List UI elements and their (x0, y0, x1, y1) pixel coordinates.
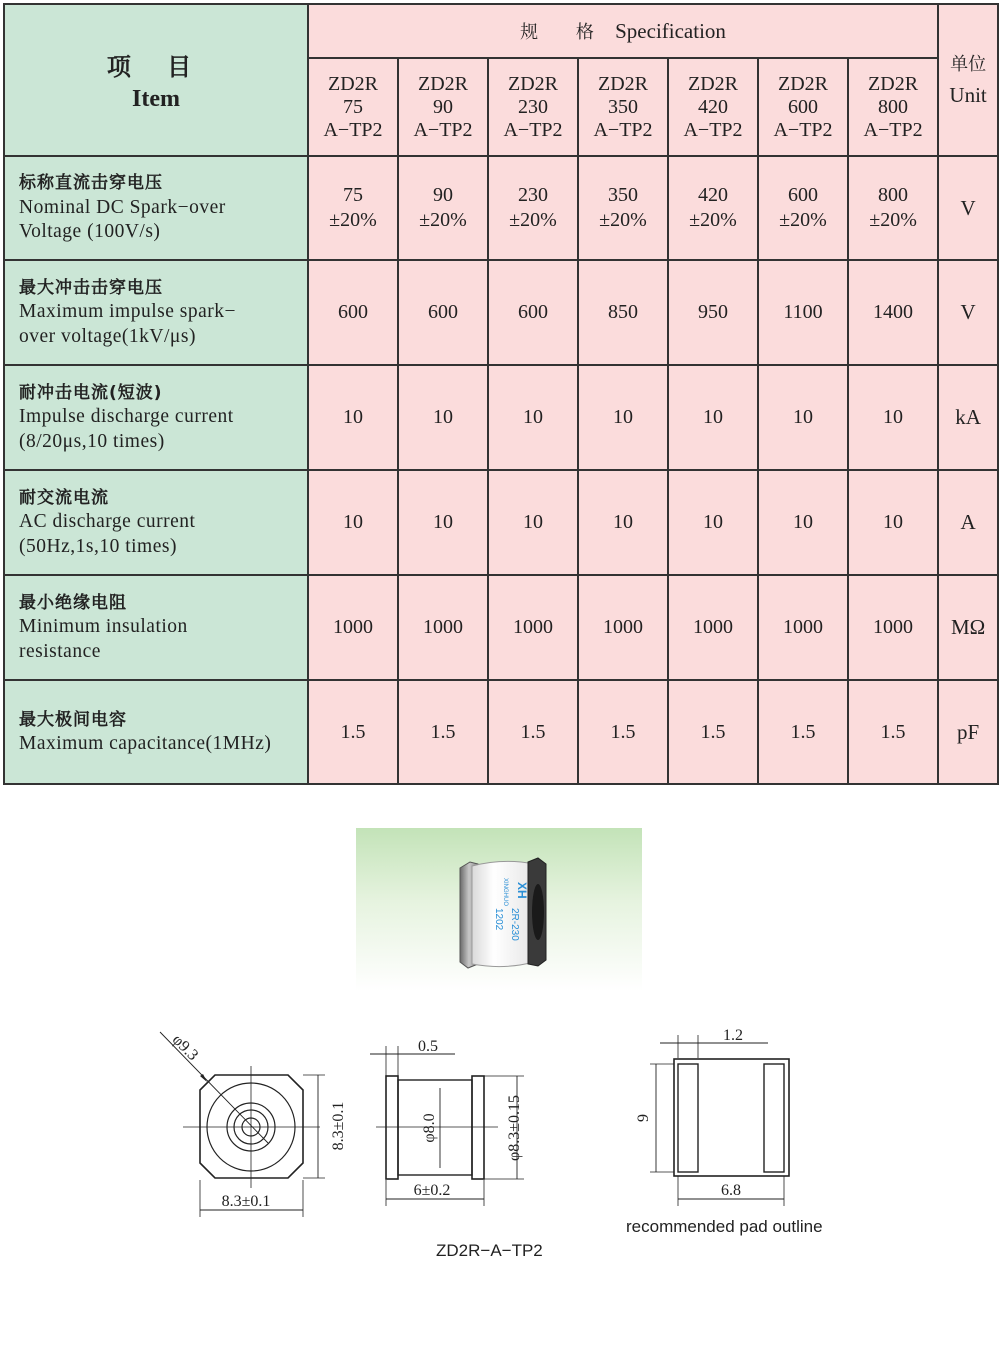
value-line: 10 (793, 406, 813, 428)
value-line: 10 (523, 406, 543, 428)
value-line: 1.5 (340, 720, 366, 743)
value-line: 1000 (423, 616, 463, 638)
table-row (4, 680, 998, 784)
model-header-line: A−TP2 (323, 118, 383, 141)
table-row (4, 575, 998, 680)
value-line: 1.5 (790, 720, 816, 743)
model-header-line: ZD2R (508, 72, 558, 95)
value-cell (488, 260, 578, 365)
value-cell (488, 470, 578, 575)
row-label (4, 156, 308, 260)
spec-header (308, 4, 938, 58)
value-cell (308, 575, 398, 680)
value-line: ±20% (509, 209, 557, 231)
value-line: ±20% (779, 209, 827, 231)
pad-height-label: 9 (635, 1114, 652, 1122)
value-cell (398, 575, 488, 680)
value-cell (488, 156, 578, 260)
brand-sub-label: XINGHUO (502, 878, 508, 907)
value-line: 1000 (873, 616, 914, 638)
value-line: 600 (428, 301, 458, 323)
item-header-zh: 项 目 (106, 53, 206, 81)
value-line: 850 (608, 301, 638, 323)
model-header-cell (488, 58, 578, 156)
model-header-line: 600 (788, 95, 818, 118)
value-cell (758, 260, 848, 365)
value-line: 800 (878, 184, 909, 206)
value-cell (668, 365, 758, 470)
value-cell (758, 365, 848, 470)
row-label (4, 365, 308, 470)
front-diameter-label: φ9.3 (168, 1031, 202, 1064)
model-header-line: A−TP2 (773, 118, 833, 141)
side-inner-dia-label: φ8.0 (421, 1113, 438, 1143)
model-header-line: 420 (698, 95, 728, 118)
unit-cell: V (938, 260, 998, 365)
value-line: ±20% (419, 209, 467, 231)
front-height-label: 8.3±0.1 (330, 1101, 347, 1151)
value-cell (848, 365, 938, 470)
value-line: 230 (518, 184, 548, 206)
row-label-en2: Voltage (100V/s) (19, 221, 161, 243)
value-line: ±20% (329, 209, 377, 231)
model-header-line: 350 (608, 95, 638, 118)
value-line: 90 (433, 184, 453, 206)
row-label (4, 680, 308, 784)
value-cell (398, 365, 488, 470)
technical-drawings (0, 1010, 1000, 1280)
spec-header-zh: 规 格 (520, 22, 610, 43)
model-header-line: ZD2R (598, 72, 648, 95)
value-cell (578, 575, 668, 680)
value-line: 600 (338, 301, 368, 323)
value-cell (758, 470, 848, 575)
value-line: ±20% (689, 209, 737, 231)
model-header-line: ZD2R (418, 72, 468, 95)
row-label-en1: AC discharge current (19, 511, 196, 533)
value-line: 10 (343, 511, 363, 533)
value-line: 10 (703, 406, 723, 428)
value-cell (398, 470, 488, 575)
pad-width-label: 1.2 (723, 1027, 743, 1044)
value-cell (848, 680, 938, 784)
value-line: 600 (788, 184, 818, 206)
pad-outer-rect (674, 1059, 789, 1176)
side-outer-dia-label: φ8.3±0.15 (506, 1094, 523, 1162)
model-header-cell (308, 58, 398, 156)
value-line: 1000 (693, 616, 733, 638)
value-cell (668, 156, 758, 260)
part-caption: ZD2R−A−TP2 (436, 1241, 543, 1260)
row-label (4, 260, 308, 365)
row-label-en2: resistance (19, 640, 101, 662)
value-line: 600 (518, 301, 548, 323)
side-left-flange (386, 1076, 398, 1179)
pad-right (764, 1064, 784, 1172)
value-cell (488, 365, 578, 470)
model-header-cell (578, 58, 668, 156)
unit-cell: V (938, 156, 998, 260)
value-cell (848, 260, 938, 365)
value-cell (848, 156, 938, 260)
model-header-cell (398, 58, 488, 156)
side-flange-label: 0.5 (418, 1038, 438, 1055)
value-line: 1.5 (610, 720, 636, 743)
row-label-zh: 最大冲击击穿电压 (19, 277, 163, 298)
model-header-line: A−TP2 (503, 118, 563, 141)
row-label (4, 575, 308, 680)
row-label-en1: Maximum impulse spark− (19, 301, 236, 323)
model-header-line: 75 (343, 95, 363, 118)
table-row (4, 156, 998, 260)
row-label-zh: 耐冲击电流(短波) (19, 382, 163, 403)
row-label-zh: 标称直流击穿电压 (19, 173, 163, 194)
row-label-en2: (8/20μs,10 times) (19, 430, 165, 452)
code-label: 1202 (493, 908, 504, 931)
item-header-en: Item (132, 86, 180, 112)
value-cell (758, 156, 848, 260)
row-label-en1: Minimum insulation (19, 616, 188, 638)
model-header-cell (758, 58, 848, 156)
table-row (4, 260, 998, 365)
side-right-flange (472, 1076, 484, 1179)
value-line: 1.5 (430, 720, 456, 743)
value-line: 1000 (783, 616, 823, 638)
value-line: 10 (433, 406, 453, 428)
value-line: 1.5 (700, 720, 726, 743)
value-cell (578, 470, 668, 575)
row-label (4, 470, 308, 575)
value-cell (488, 575, 578, 680)
row-label-en1: Maximum capacitance(1MHz) (19, 733, 272, 754)
value-cell (398, 680, 488, 784)
unit-header-en: Unit (949, 83, 987, 107)
pad-outline (635, 1027, 789, 1206)
unit-header (938, 4, 998, 156)
value-cell (668, 680, 758, 784)
value-line: 1100 (783, 301, 823, 323)
value-cell (578, 365, 668, 470)
value-line: 1.5 (880, 720, 906, 743)
model-header-line: 230 (518, 95, 548, 118)
unit-cell: kA (938, 365, 998, 470)
value-cell (578, 680, 668, 784)
value-cell (668, 470, 758, 575)
brand-label: XH (515, 882, 529, 899)
value-line: 420 (698, 184, 728, 206)
value-line: 10 (343, 406, 363, 428)
unit-cell: MΩ (938, 575, 998, 680)
value-cell (488, 680, 578, 784)
value-line: 10 (703, 511, 723, 533)
value-line: 350 (608, 184, 638, 206)
spec-header-en: Specification (615, 19, 726, 43)
value-cell (308, 680, 398, 784)
front-view (160, 1031, 347, 1217)
item-header (4, 4, 308, 156)
value-line: 10 (523, 511, 543, 533)
value-cell (308, 156, 398, 260)
product-photo (356, 828, 642, 991)
value-line: 10 (793, 511, 813, 533)
value-line: 1000 (603, 616, 643, 638)
model-header-cell (848, 58, 938, 156)
side-view (370, 1038, 524, 1206)
value-cell (578, 156, 668, 260)
value-cell (668, 260, 758, 365)
model-header-line: A−TP2 (863, 118, 923, 141)
model-header-line: A−TP2 (683, 118, 743, 141)
pad-caption: recommended pad outline (626, 1217, 823, 1236)
unit-cell: pF (938, 680, 998, 784)
model-header-line: ZD2R (868, 72, 919, 95)
model-header-line: A−TP2 (413, 118, 473, 141)
row-label-en1: Nominal DC Spark−over (19, 196, 226, 218)
value-cell (308, 470, 398, 575)
front-diameter-arrow (200, 1074, 207, 1082)
value-line: 10 (883, 511, 904, 533)
value-cell (578, 260, 668, 365)
row-label-en1: Impulse discharge current (19, 406, 234, 428)
right-cap-hole (532, 884, 544, 940)
model-label: 2R-230 (509, 908, 520, 941)
unit-header-zh: 单位 (950, 54, 987, 75)
model-header-line: 90 (433, 95, 453, 118)
value-line: ±20% (599, 209, 647, 231)
table-row (4, 470, 998, 575)
front-width-label: 8.3±0.1 (221, 1193, 271, 1210)
row-label-zh: 最小绝缘电阻 (19, 592, 127, 613)
value-line: 10 (883, 406, 904, 428)
value-line: 950 (698, 301, 728, 323)
value-cell (308, 260, 398, 365)
gas-discharge-tube-image (356, 828, 642, 991)
value-cell (398, 156, 488, 260)
model-header-line: A−TP2 (593, 118, 653, 141)
value-cell (398, 260, 488, 365)
unit-cell: A (938, 470, 998, 575)
value-line: 1.5 (520, 720, 546, 743)
value-line: 1000 (333, 616, 373, 638)
value-cell (848, 575, 938, 680)
model-header-line: ZD2R (778, 72, 828, 95)
row-label-zh: 最大极间电容 (19, 709, 127, 730)
spec-table (3, 3, 999, 785)
row-label-zh: 耐交流电流 (19, 487, 109, 508)
value-line: 10 (613, 511, 633, 533)
value-line: ±20% (869, 209, 917, 231)
value-cell (668, 575, 758, 680)
value-line: 10 (613, 406, 633, 428)
value-cell (758, 680, 848, 784)
model-header-line: ZD2R (688, 72, 738, 95)
table-row (4, 365, 998, 470)
row-label-en2: over voltage(1kV/μs) (19, 325, 196, 347)
model-header-line: 800 (878, 95, 909, 118)
value-cell (308, 365, 398, 470)
value-line: 75 (343, 184, 363, 206)
value-cell (758, 575, 848, 680)
side-length-label: 6±0.2 (413, 1182, 451, 1199)
pad-left (678, 1064, 698, 1172)
value-cell (848, 470, 938, 575)
row-label-en2: (50Hz,1s,10 times) (19, 535, 177, 557)
value-line: 1400 (873, 301, 914, 323)
pad-span-label: 6.8 (721, 1182, 741, 1199)
value-line: 1000 (513, 616, 553, 638)
model-header-cell (668, 58, 758, 156)
value-line: 10 (433, 511, 453, 533)
model-header-line: ZD2R (328, 72, 378, 95)
